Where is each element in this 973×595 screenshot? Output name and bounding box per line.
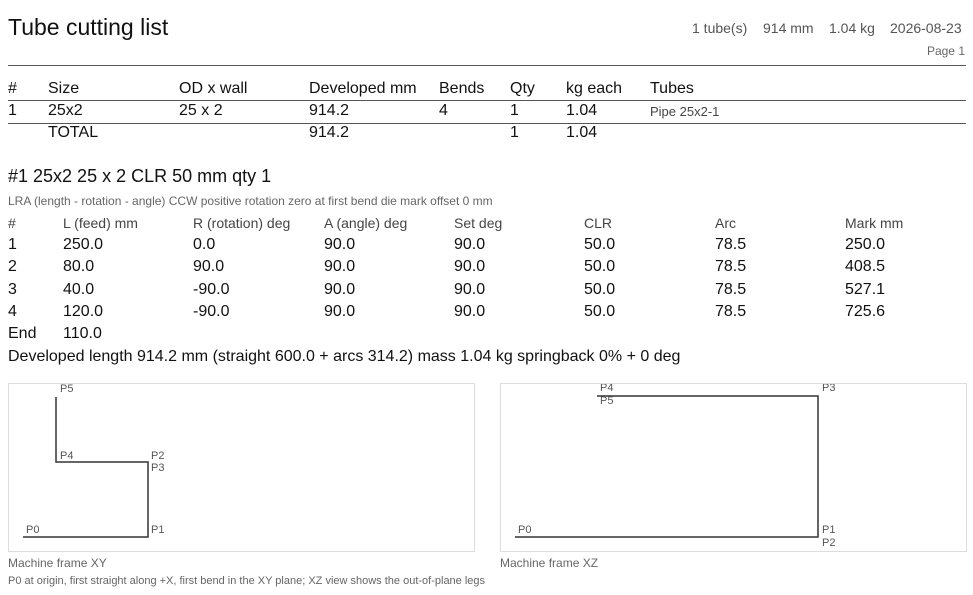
lra-cell-clr: 50.0 xyxy=(584,281,616,298)
lra-col-arc: Arc xyxy=(715,215,736,231)
col-header-qty: Qty xyxy=(510,80,535,97)
header-divider xyxy=(8,65,966,66)
lra-cell-a: 90.0 xyxy=(324,303,356,320)
xz-view-drawing xyxy=(501,384,966,551)
end-length: 110.0 xyxy=(63,325,102,342)
col-header-bends: Bends xyxy=(439,80,485,97)
xz-label-p5: P5 xyxy=(600,395,614,407)
table-total-rule xyxy=(8,123,966,124)
lra-col-clr: CLR xyxy=(584,215,613,231)
lra-col-length: L (feed) mm xyxy=(63,215,138,231)
lra-cell-a: 90.0 xyxy=(324,281,356,298)
xy-label-p3: P3 xyxy=(151,462,165,474)
lra-col-angle: A (angle) deg xyxy=(324,215,408,231)
xy-tube-path xyxy=(23,397,148,537)
lra-cell-num: 4 xyxy=(8,303,17,320)
lra-cell-l: 80.0 xyxy=(63,258,95,275)
lra-cell-r: -90.0 xyxy=(193,281,230,298)
page-number: Page 1 xyxy=(926,44,965,58)
lra-cell-set: 90.0 xyxy=(454,236,486,253)
total-developed: 914.2 xyxy=(309,124,350,141)
row-od-wall: 25 x 2 xyxy=(179,102,223,119)
tube-detail-subtitle: LRA (length - rotation - angle) CCW positive rotation zero at first bend die mark offset 0 mm xyxy=(8,194,493,208)
row-num: 1 xyxy=(8,102,17,119)
tube-detail-title: #1 25x2 25 x 2 CLR 50 mm qty 1 xyxy=(8,166,272,186)
col-header-num: # xyxy=(8,80,17,97)
xz-label-p0: P0 xyxy=(518,524,532,536)
lra-cell-arc: 78.5 xyxy=(715,281,747,298)
lra-cell-mark: 250.0 xyxy=(845,236,886,253)
lra-cell-clr: 50.0 xyxy=(584,258,616,275)
lra-cell-r: -90.0 xyxy=(193,303,230,320)
lra-cell-l: 250.0 xyxy=(63,236,104,253)
lra-cell-mark: 408.5 xyxy=(845,258,886,275)
end-label: End xyxy=(8,325,37,342)
row-bends: 4 xyxy=(439,102,448,119)
lra-cell-arc: 78.5 xyxy=(715,303,747,320)
xz-label-p1: P1 xyxy=(822,524,836,536)
report-date: 2026-08-23 xyxy=(890,20,962,36)
tube-count: 1 tube(s) xyxy=(692,20,748,36)
row-tubes: Pipe 25x2-1 xyxy=(650,104,720,119)
developed-length-summary: Developed length 914.2 mm (straight 600.0 + arcs 314.2) mass 1.04 kg springback 0% + 0 deg xyxy=(8,348,681,365)
total-qty: 1 xyxy=(510,124,519,141)
lra-cell-r: 0.0 xyxy=(193,236,216,253)
col-header-developed: Developed mm xyxy=(309,80,417,97)
lra-cell-l: 120.0 xyxy=(63,303,104,320)
lra-cell-clr: 50.0 xyxy=(584,236,616,253)
lra-cell-num: 3 xyxy=(8,281,17,298)
xy-label-p5: P5 xyxy=(60,384,74,395)
col-header-tubes: Tubes xyxy=(650,80,694,97)
lra-col-mark: Mark mm xyxy=(845,215,904,231)
xy-view-frame xyxy=(8,383,475,552)
lra-cell-arc: 78.5 xyxy=(715,236,747,253)
row-qty: 1 xyxy=(510,102,519,119)
lra-col-num: # xyxy=(8,215,16,231)
lra-cell-num: 1 xyxy=(8,236,17,253)
xz-label-p2: P2 xyxy=(822,537,836,549)
lra-cell-a: 90.0 xyxy=(324,258,356,275)
lra-cell-l: 40.0 xyxy=(63,281,95,298)
lra-col-set: Set deg xyxy=(454,215,503,231)
total-kg-each: 1.04 xyxy=(566,124,598,141)
lra-col-rotation: R (rotation) deg xyxy=(193,215,291,231)
total-mass: 1.04 kg xyxy=(829,20,875,36)
xy-label-p0: P0 xyxy=(26,524,40,536)
xz-label-p3: P3 xyxy=(822,384,836,394)
xz-view-frame xyxy=(500,383,967,552)
lra-cell-mark: 527.1 xyxy=(845,281,886,298)
lra-cell-set: 90.0 xyxy=(454,303,486,320)
xz-tube-path xyxy=(515,396,818,537)
xy-view-caption: Machine frame XY xyxy=(8,556,107,570)
lra-cell-a: 90.0 xyxy=(324,236,356,253)
lra-cell-arc: 78.5 xyxy=(715,258,747,275)
row-developed: 914.2 xyxy=(309,102,350,119)
col-header-size: Size xyxy=(48,80,80,97)
xz-view-caption: Machine frame XZ xyxy=(500,556,599,570)
lra-cell-mark: 725.6 xyxy=(845,303,886,320)
col-header-od-wall: OD x wall xyxy=(179,80,248,97)
xz-label-p4: P4 xyxy=(600,384,614,394)
xy-label-p2: P2 xyxy=(151,450,165,462)
xy-label-p4: P4 xyxy=(60,450,74,462)
lra-cell-clr: 50.0 xyxy=(584,303,616,320)
total-label: TOTAL xyxy=(48,124,99,141)
row-size: 25x2 xyxy=(48,102,83,119)
lra-cell-r: 90.0 xyxy=(193,258,225,275)
page-title: Tube cutting list xyxy=(8,14,169,40)
lra-cell-set: 90.0 xyxy=(454,281,486,298)
col-header-kg-each: kg each xyxy=(566,80,623,97)
views-note: P0 at origin, first straight along +X, first bend in the XY plane; XZ view shows the out-of-plane legs xyxy=(8,575,486,587)
row-kg-each: 1.04 xyxy=(566,102,598,119)
xy-view-drawing xyxy=(9,384,474,551)
lra-cell-set: 90.0 xyxy=(454,258,486,275)
table-header-rule xyxy=(8,100,966,101)
lra-cell-num: 2 xyxy=(8,258,17,275)
total-length: 914 mm xyxy=(763,20,814,36)
xy-label-p1: P1 xyxy=(151,524,165,536)
